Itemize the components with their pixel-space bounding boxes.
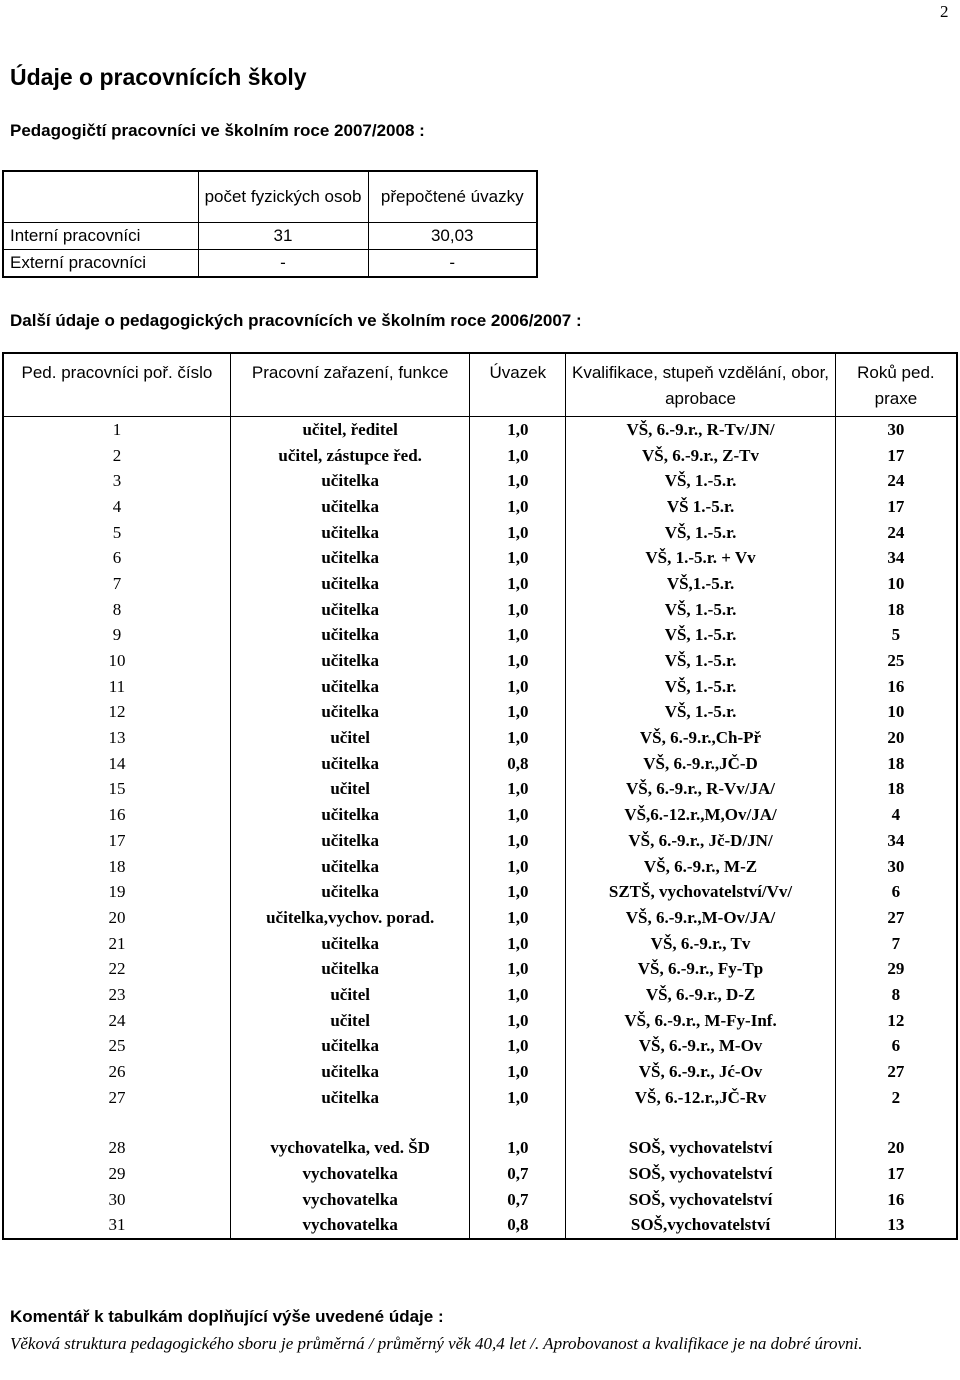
staff-workload: 1,0	[470, 648, 566, 674]
table-row	[3, 520, 957, 546]
staff-workload: 1,0	[470, 982, 566, 1008]
staff-qualification: VŠ, 6.-9.r., Tv	[566, 931, 836, 957]
table-row	[3, 417, 957, 443]
staff-position: učitel	[230, 982, 470, 1008]
staff-qualification: VŠ, 6.-9.r., M-Fy-Inf.	[566, 1008, 836, 1034]
staff-qualification: VŠ, 6.-9.r.,M-Ov/JA/	[566, 905, 836, 931]
staff-position: vychovatelka	[230, 1187, 470, 1213]
staff-qualification: VŠ, 1.-5.r.	[566, 700, 836, 726]
staff-workload: 1,0	[470, 623, 566, 649]
staff-workload: 1,0	[470, 571, 566, 597]
table-row	[3, 725, 957, 751]
staff-qualification: VŠ, 1.-5.r.	[566, 520, 836, 546]
table-row	[3, 1034, 957, 1060]
staff-number: 16	[3, 802, 230, 828]
staff-workload: 0,7	[470, 1161, 566, 1187]
staff-qualification: VŠ, 6.-12.r.,JČ-Rv	[566, 1085, 836, 1111]
staff-position: učitelka	[230, 674, 470, 700]
staff-workload: 1,0	[470, 956, 566, 982]
staff-number: 11	[3, 674, 230, 700]
staff-workload: 0,8	[470, 1213, 566, 1240]
staff-number: 5	[3, 520, 230, 546]
staff-qualification: SOŠ,vychovatelství	[566, 1213, 836, 1240]
staff-years: 10	[835, 571, 957, 597]
summary-persons: 31	[198, 223, 368, 250]
table-row	[3, 905, 957, 931]
table-row	[3, 1136, 957, 1162]
staff-table	[2, 352, 958, 1240]
staff-number: 23	[3, 982, 230, 1008]
summary-label: Externí pracovníci	[3, 250, 198, 278]
staff-workload: 1,0	[470, 1136, 566, 1162]
staff-qualification: SZTŠ, vychovatelství/Vv/	[566, 879, 836, 905]
table-row	[3, 494, 957, 520]
table-spacer-row	[3, 1111, 957, 1136]
staff-qualification: SOŠ, vychovatelství	[566, 1161, 836, 1187]
summary-fte: -	[368, 250, 537, 278]
spacer-cell	[566, 1111, 836, 1136]
staff-position: učitelka	[230, 700, 470, 726]
staff-number: 18	[3, 854, 230, 880]
staff-position: učitelka	[230, 1085, 470, 1111]
staff-years: 20	[835, 1136, 957, 1162]
staff-qualification: VŠ 1.-5.r.	[566, 494, 836, 520]
staff-number: 6	[3, 545, 230, 571]
staff-qualification: VŠ, 6.-9.r., M-Z	[566, 854, 836, 880]
page-number: 2	[940, 2, 949, 21]
staff-workload: 1,0	[470, 1085, 566, 1111]
summary-row-internal	[3, 223, 537, 250]
staff-years: 16	[835, 674, 957, 700]
staff-position: učitel	[230, 777, 470, 803]
staff-number: 1	[3, 417, 230, 443]
staff-header-position: Pracovní zařazení, funkce	[230, 353, 470, 417]
staff-position: učitelka	[230, 648, 470, 674]
staff-workload: 1,0	[470, 777, 566, 803]
staff-workload: 1,0	[470, 1008, 566, 1034]
table-row	[3, 777, 957, 803]
table-row	[3, 828, 957, 854]
section-subtitle-2: Další údaje o pedagogických pracovnících ve školním roce 2006/2007 :	[10, 311, 582, 330]
staff-qualification: VŠ, 6.-9.r., Jć-Ov	[566, 1059, 836, 1085]
table-row	[3, 802, 957, 828]
staff-position: učitelka	[230, 494, 470, 520]
staff-position: učitelka	[230, 828, 470, 854]
staff-workload: 1,0	[470, 879, 566, 905]
page-title: Údaje o pracovnících školy	[10, 64, 307, 90]
table-row	[3, 1213, 957, 1240]
staff-workload: 1,0	[470, 802, 566, 828]
staff-qualification: VŠ, 6.-9.r.,Ch-Př	[566, 725, 836, 751]
staff-number: 29	[3, 1161, 230, 1187]
staff-position: vychovatelka, ved. ŠD	[230, 1136, 470, 1162]
staff-qualification: VŠ,6.-12.r.,M,Ov/JA/	[566, 802, 836, 828]
staff-number: 17	[3, 828, 230, 854]
staff-years: 6	[835, 879, 957, 905]
staff-qualification: VŠ, 6.-9.r.,JČ-D	[566, 751, 836, 777]
spacer-cell	[470, 1111, 566, 1136]
staff-years: 10	[835, 700, 957, 726]
staff-years: 16	[835, 1187, 957, 1213]
staff-number: 15	[3, 777, 230, 803]
spacer-cell	[230, 1111, 470, 1136]
staff-workload: 0,7	[470, 1187, 566, 1213]
table-row	[3, 1085, 957, 1111]
staff-number: 3	[3, 468, 230, 494]
table-row	[3, 674, 957, 700]
staff-years: 5	[835, 623, 957, 649]
staff-position: učitelka	[230, 545, 470, 571]
staff-number: 9	[3, 623, 230, 649]
staff-number: 28	[3, 1136, 230, 1162]
staff-position: učitelka	[230, 520, 470, 546]
staff-workload: 1,0	[470, 520, 566, 546]
summary-header-blank	[3, 171, 198, 223]
section-subtitle: Pedagogičtí pracovníci ve školním roce 2007/2008 :	[10, 121, 425, 140]
staff-workload: 1,0	[470, 597, 566, 623]
staff-position: učitelka	[230, 597, 470, 623]
table-row	[3, 751, 957, 777]
summary-label: Interní pracovníci	[3, 223, 198, 250]
staff-position: učitelka	[230, 1034, 470, 1060]
staff-workload: 1,0	[470, 854, 566, 880]
staff-qualification: VŠ, 6.-9.r., Z-Tv	[566, 443, 836, 469]
staff-workload: 1,0	[470, 1034, 566, 1060]
staff-header-row	[3, 353, 957, 417]
staff-qualification: VŠ, 1.-5.r.	[566, 597, 836, 623]
staff-years: 29	[835, 956, 957, 982]
staff-header-number: Ped. pracovníci poř. číslo	[3, 353, 230, 417]
staff-workload: 1,0	[470, 1059, 566, 1085]
staff-position: učitel, zástupce řed.	[230, 443, 470, 469]
staff-qualification: VŠ, 6.-9.r., Fy-Tp	[566, 956, 836, 982]
staff-workload: 1,0	[470, 545, 566, 571]
staff-position: vychovatelka	[230, 1213, 470, 1240]
table-row	[3, 545, 957, 571]
summary-table	[2, 170, 538, 278]
table-row	[3, 1161, 957, 1187]
spacer-cell	[835, 1111, 957, 1136]
staff-qualification: VŠ, 6.-9.r., R-Vv/JA/	[566, 777, 836, 803]
staff-qualification: VŠ, 1.-5.r.	[566, 648, 836, 674]
table-row	[3, 1008, 957, 1034]
staff-position: učitel	[230, 1008, 470, 1034]
staff-years: 6	[835, 1034, 957, 1060]
staff-position: učitelka,vychov. porad.	[230, 905, 470, 931]
staff-number: 22	[3, 956, 230, 982]
staff-workload: 1,0	[470, 494, 566, 520]
staff-qualification: SOŠ, vychovatelství	[566, 1136, 836, 1162]
comment-heading: Komentář k tabulkám doplňující výše uvedené údaje :	[10, 1307, 444, 1326]
staff-years: 27	[835, 1059, 957, 1085]
staff-position: učitelka	[230, 1059, 470, 1085]
staff-number: 19	[3, 879, 230, 905]
staff-number: 7	[3, 571, 230, 597]
staff-position: učitel, ředitel	[230, 417, 470, 443]
staff-workload: 1,0	[470, 700, 566, 726]
staff-qualification: VŠ, 1.-5.r. + Vv	[566, 545, 836, 571]
summary-header-fte: přepočtené úvazky	[368, 171, 537, 223]
staff-number: 8	[3, 597, 230, 623]
staff-number: 14	[3, 751, 230, 777]
staff-position: učitelka	[230, 931, 470, 957]
staff-number: 2	[3, 443, 230, 469]
comment-text: Věková struktura pedagogického sboru je průměrná / průměrný věk 40,4 let /. Aprobovanost a kvalifikace je na dobré úrovni.	[10, 1334, 863, 1353]
staff-position: učitelka	[230, 879, 470, 905]
staff-number: 13	[3, 725, 230, 751]
staff-position: učitelka	[230, 854, 470, 880]
staff-header-qualification: Kvalifikace, stupeň vzdělání, obor, aprobace	[566, 353, 836, 417]
staff-qualification: VŠ, 1.-5.r.	[566, 674, 836, 700]
staff-qualification: VŠ, 1.-5.r.	[566, 468, 836, 494]
staff-workload: 1,0	[470, 417, 566, 443]
staff-header-workload: Úvazek	[470, 353, 566, 417]
table-row	[3, 648, 957, 674]
staff-qualification: SOŠ, vychovatelství	[566, 1187, 836, 1213]
staff-qualification: VŠ, 6.-9.r., M-Ov	[566, 1034, 836, 1060]
staff-workload: 1,0	[470, 828, 566, 854]
staff-workload: 1,0	[470, 674, 566, 700]
staff-position: učitel	[230, 725, 470, 751]
staff-years: 18	[835, 597, 957, 623]
staff-number: 21	[3, 931, 230, 957]
staff-workload: 1,0	[470, 931, 566, 957]
staff-years: 8	[835, 982, 957, 1008]
summary-header-persons: počet fyzických osob	[198, 171, 368, 223]
summary-fte: 30,03	[368, 223, 537, 250]
staff-number: 12	[3, 700, 230, 726]
staff-years: 30	[835, 854, 957, 880]
table-row	[3, 956, 957, 982]
staff-number: 24	[3, 1008, 230, 1034]
staff-years: 20	[835, 725, 957, 751]
summary-row-external	[3, 250, 537, 278]
staff-years: 27	[835, 905, 957, 931]
spacer-cell	[3, 1111, 230, 1136]
staff-years: 4	[835, 802, 957, 828]
staff-years: 7	[835, 931, 957, 957]
table-row	[3, 982, 957, 1008]
table-row	[3, 1059, 957, 1085]
staff-years: 17	[835, 1161, 957, 1187]
staff-years: 25	[835, 648, 957, 674]
staff-years: 24	[835, 468, 957, 494]
staff-position: učitelka	[230, 571, 470, 597]
table-row	[3, 443, 957, 469]
staff-years: 34	[835, 828, 957, 854]
staff-qualification: VŠ, 1.-5.r.	[566, 623, 836, 649]
summary-persons: -	[198, 250, 368, 278]
staff-position: vychovatelka	[230, 1161, 470, 1187]
staff-number: 4	[3, 494, 230, 520]
staff-years: 34	[835, 545, 957, 571]
staff-qualification: VŠ, 6.-9.r., R-Tv/JN/	[566, 417, 836, 443]
staff-position: učitelka	[230, 751, 470, 777]
staff-number: 20	[3, 905, 230, 931]
staff-workload: 1,0	[470, 725, 566, 751]
table-row	[3, 468, 957, 494]
staff-qualification: VŠ, 6.-9.r., D-Z	[566, 982, 836, 1008]
summary-header-row	[3, 171, 537, 223]
table-row	[3, 571, 957, 597]
staff-position: učitelka	[230, 623, 470, 649]
staff-number: 31	[3, 1213, 230, 1240]
staff-number: 27	[3, 1085, 230, 1111]
staff-years: 12	[835, 1008, 957, 1034]
staff-position: učitelka	[230, 802, 470, 828]
table-row	[3, 931, 957, 957]
staff-years: 2	[835, 1085, 957, 1111]
staff-header-years: Roků ped. praxe	[835, 353, 957, 417]
table-row	[3, 700, 957, 726]
staff-position: učitelka	[230, 956, 470, 982]
staff-years: 18	[835, 751, 957, 777]
staff-years: 24	[835, 520, 957, 546]
staff-workload: 0,8	[470, 751, 566, 777]
staff-number: 10	[3, 648, 230, 674]
staff-years: 30	[835, 417, 957, 443]
staff-workload: 1,0	[470, 468, 566, 494]
staff-years: 17	[835, 494, 957, 520]
staff-number: 26	[3, 1059, 230, 1085]
staff-number: 25	[3, 1034, 230, 1060]
staff-position: učitelka	[230, 468, 470, 494]
table-row	[3, 854, 957, 880]
staff-qualification: VŠ,1.-5.r.	[566, 571, 836, 597]
staff-qualification: VŠ, 6.-9.r., Jč-D/JN/	[566, 828, 836, 854]
staff-workload: 1,0	[470, 443, 566, 469]
table-row	[3, 879, 957, 905]
table-row	[3, 1187, 957, 1213]
staff-years: 13	[835, 1213, 957, 1240]
table-row	[3, 597, 957, 623]
staff-years: 18	[835, 777, 957, 803]
staff-workload: 1,0	[470, 905, 566, 931]
staff-years: 17	[835, 443, 957, 469]
table-row	[3, 623, 957, 649]
staff-number: 30	[3, 1187, 230, 1213]
